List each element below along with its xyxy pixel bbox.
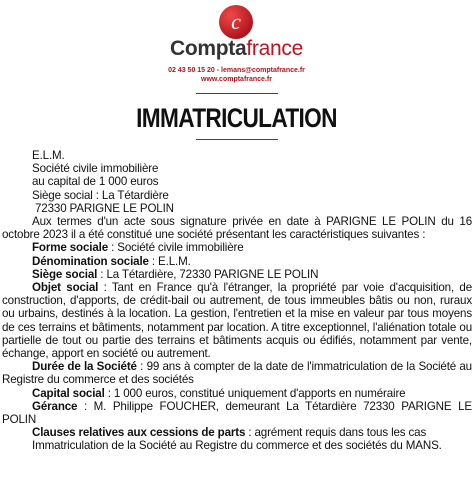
top-divider <box>196 93 278 94</box>
brand-name <box>0 37 473 61</box>
capital-label: Capital social <box>32 386 105 400</box>
siege-value: : La Tétardière, 72330 PARIGNE LE POLIN <box>97 267 319 281</box>
field-denomination <box>2 255 472 268</box>
gerance-value: : M. Philippe FOUCHER, demeurant La Tétardière 72330 PARIGNE LE POLIN <box>2 399 472 427</box>
duree-label: Durée de la Société <box>32 360 137 374</box>
bottom-divider <box>196 139 278 140</box>
field-forme <box>2 241 472 254</box>
capital-value: : 1 000 euros, constitué uniquement d'apports en numéraire <box>104 386 406 400</box>
legal-notice <box>2 149 472 453</box>
siege-label: Siège social <box>32 267 98 281</box>
contact-line: 02 43 50 15 20 - lemans@comptafrance.fr <box>168 67 305 74</box>
objet-value: : Tant en France qu'à l'étranger, la propriété par voie d'acquisition, de construction, d'apports, de crédit-bail ou autrement, de tous immeubles bâtis ou non, ruraux ou urbains, destinés à la location. La gestion, l'entretien et la mise en valeur par tous moyens de ces terrains et bâtiments, notamment par location. A titre exceptionnel, l'aliénation totale ou partielle de tout ou partie des terrains et bâtiments acquis ou édifiés, notamment par vente, échange, apport en société ou autrement. <box>2 281 473 361</box>
intro-paragraph: Aux termes d'un acte sous signature privée en date à PARIGNE LE POLIN du 16 octobre 2023 il a été constitué une société présentant les caractéristiques suivantes : <box>2 215 472 242</box>
objet-label: Objet social <box>32 281 99 295</box>
field-clauses <box>2 426 472 439</box>
final-line: Immatriculation de la Société au Registre du commerce et des sociétés du MANS. <box>32 439 442 453</box>
brand-accent: france <box>246 37 303 60</box>
company-name: E.L.M. <box>32 149 65 162</box>
duree-value: : 99 ans à compter de la date de l'immatriculation de la Société au Registre du commerce et des sociétés <box>2 360 472 387</box>
field-siege <box>2 268 472 281</box>
svg-text:c: c <box>231 9 241 34</box>
page-title: IMMATRICULATION <box>136 103 337 133</box>
field-duree <box>2 360 472 386</box>
field-capital <box>2 387 472 400</box>
clauses-label: Clauses relatives aux cessions de parts <box>32 426 246 440</box>
comptafrance-logo-icon <box>218 4 254 40</box>
clauses-value: : agrément requis dans tous les cas <box>245 426 427 440</box>
denomination-value: : E.L.M. <box>148 254 191 268</box>
field-gerance <box>2 400 472 426</box>
company-seat: Siège social : La Tétardière <box>32 188 169 202</box>
forme-value: : Société civile immobilière <box>108 241 244 255</box>
brand-main: Compta <box>170 37 247 60</box>
company-type: Société civile immobilière <box>32 162 159 176</box>
forme-label: Forme sociale <box>32 241 109 255</box>
denomination-label: Dénomination sociale <box>32 254 149 268</box>
company-capital: au capital de 1 000 euros <box>32 175 159 189</box>
website-link[interactable]: www.comptafrance.fr <box>201 76 272 83</box>
company-city: 72330 PARIGNE LE POLIN <box>35 201 174 215</box>
field-objet <box>2 281 472 360</box>
gerance-label: Gérance <box>32 399 78 413</box>
